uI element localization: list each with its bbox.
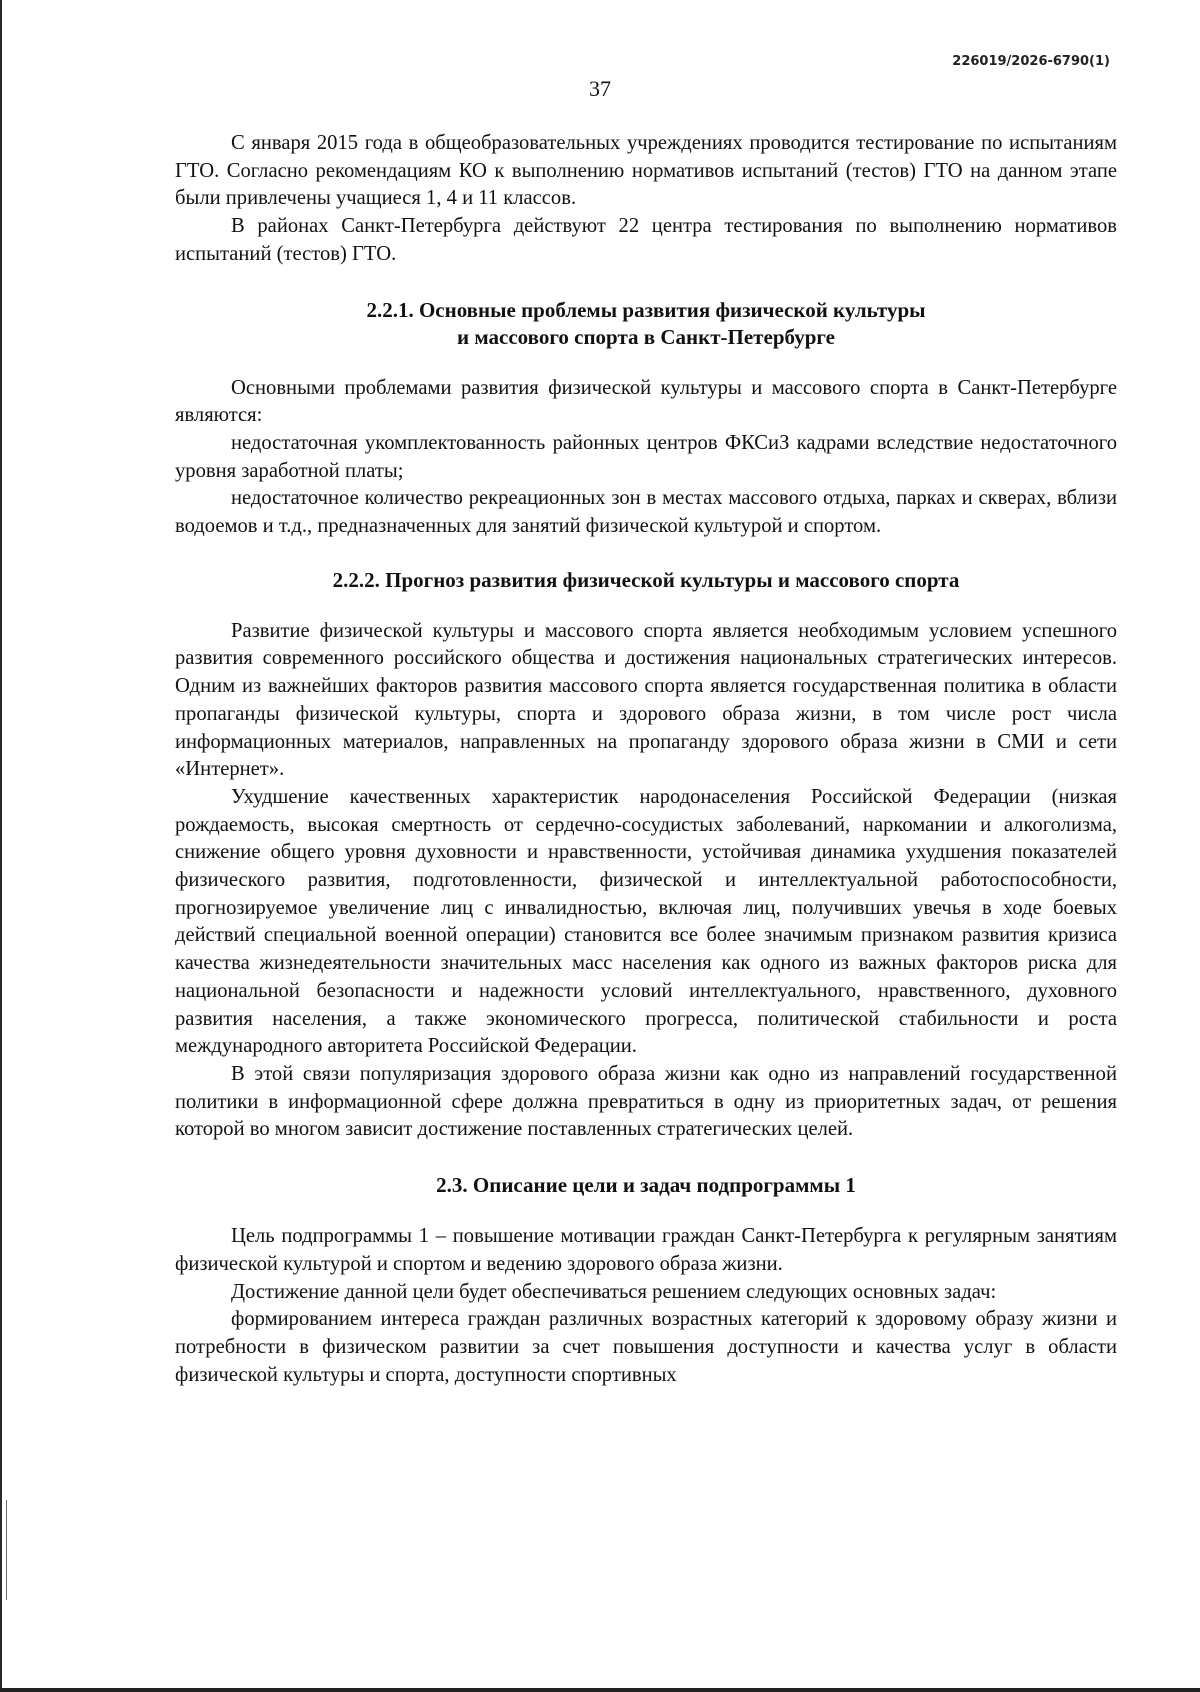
paragraph: Ухудшение качественных характеристик народонаселения Российской Федерации (низкая рождаемость, высокая смертность от сердечно-сосудистых заболеваний, наркомании и алкоголизма, снижение общего уровня духовности и нравственности, устойчивая динамика ухудшения показателей физического развития, подготовленности, физической и интеллектуальной работоспособности, прогнозируемое увеличение лиц с инвалидностью, включая лиц, получивших увечья в ходе боевых действий специальной военной операции) становится все более значимым признаком развития кризиса качества жизнедеятельности значительных масс населения как одного из важных факторов риска для национальной безопасности и надежности условий интеллектуального, нравственного, духовного развития населения, а также экономического прогресса, политической стабильности и роста международного авторитета Российской Федерации. <box>175 785 1117 1058</box>
document-number: 226019/2026-6790(1) <box>952 54 1110 69</box>
section-heading-2-3: 2.3. Описание цели и задач подпрограммы 1 <box>436 1173 856 1198</box>
paragraph: С января 2015 года в общеобразовательных учреждениях проводится тестирование по испытаниям ГТО. Согласно рекомендациям КО к выполнению нормативов испытаний (тестов) ГТО на данном этапе были привлечены учащиеся 1, 4 и 11 классов. <box>175 132 1117 210</box>
page-number: 37 <box>589 76 611 101</box>
section-heading-2-2-2: 2.2.2. Прогноз развития физической культуры и массового спорта <box>332 567 960 592</box>
scan-bottom-edge <box>0 1688 1200 1692</box>
page-body <box>175 130 1117 1389</box>
paragraph: формированием интереса граждан различных возрастных категорий к здоровому образу жизни и потребности в физическом развитии за счет повышения доступности и качества услуг в области физической культуры и спорта, доступности спортивных <box>175 1308 1117 1386</box>
paragraph: Цель подпрограммы 1 – повышение мотивации граждан Санкт-Петербурга к регулярным занятиям физической культурой и спортом и ведению здорового образа жизни. <box>175 1225 1117 1275</box>
heading-line: и массового спорта в Санкт-Петербурге <box>457 324 835 349</box>
paragraph: Достижение данной цели будет обеспечиваться решением следующих основных задач: <box>231 1280 997 1303</box>
section-heading-2-2-1 <box>175 297 1117 351</box>
paragraph: Развитие физической культуры и массового спорта является необходимым условием успешного развития современного российского общества и достижения национальных стратегических интересов. Одним из важнейших факторов развития массового спорта является государственная политика в области пропаганды физической культуры, спорта и здорового образа жизни, в том числе рост числа информационных материалов, направленных на пропаганду здорового образа жизни в СМИ и сети «Интернет». <box>175 619 1117 781</box>
paragraph: недостаточная укомплектованность районных центров ФКСиЗ кадрами вследствие недостаточного уровня заработной платы; <box>175 431 1117 482</box>
paragraph: В районах Санкт-Петербурга действуют 22 центра тестирования по выполнению нормативов испытаний (тестов) ГТО. <box>175 215 1117 265</box>
heading-line: 2.2.1. Основные проблемы развития физической культуры <box>366 297 926 322</box>
scan-margin-mark <box>6 1500 7 1600</box>
paragraph: Основными проблемами развития физической культуры и массового спорта в Санкт-Петербурге являются: <box>175 376 1117 427</box>
paragraph: недостаточное количество рекреационных зон в местах массового отдыха, парках и скверах, вблизи водоемов и т.д., предназначенных для занятий физической культурой и спортом. <box>175 487 1117 538</box>
scan-left-edge <box>0 0 2 1692</box>
paragraph: В этой связи популяризация здорового образа жизни как одно из направлений государственной политики в информационной сфере должна превратиться в одну из приоритетных задач, от решения которой во многом зависит достижение поставленных стратегических целей. <box>175 1062 1117 1141</box>
